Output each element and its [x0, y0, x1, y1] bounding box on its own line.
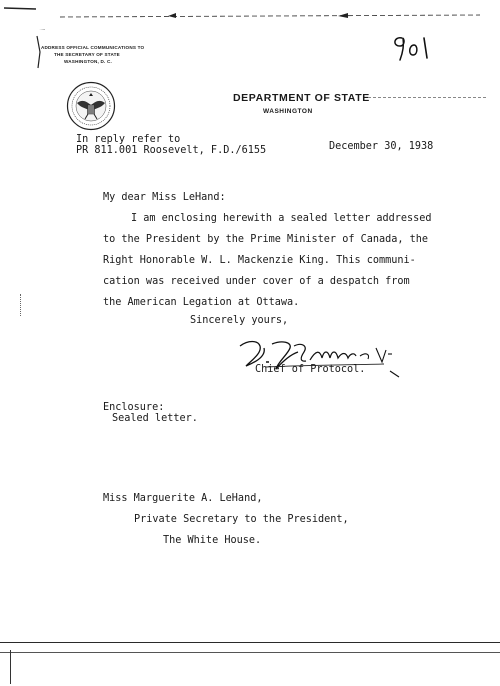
- handwritten-number: [388, 32, 438, 66]
- header-rule: [368, 97, 486, 98]
- state-seal-icon: [66, 81, 116, 131]
- body-line-1: I am enclosing herewith a sealed letter addressed: [131, 213, 432, 224]
- margin-mark-upper: [20, 294, 23, 316]
- address-line-1: ADDRESS OFFICIAL COMMUNICATIONS TO: [41, 45, 145, 50]
- enclosure-item: Sealed letter.: [112, 413, 198, 424]
- body-line-4: cation was received under cover of a despatch from: [103, 276, 410, 287]
- top-scan-marks: [0, 0, 500, 30]
- address-line-2: THE SECRETARY OF STATE: [54, 52, 120, 57]
- recipient-title: Private Secretary to the President,: [134, 514, 349, 525]
- recipient-name: Miss Marguerite A. LeHand,: [103, 493, 263, 504]
- salutation: My dear Miss LeHand:: [103, 192, 226, 203]
- bottom-rule-2: [0, 652, 500, 653]
- department-title: DEPARTMENT OF STATE: [233, 92, 370, 104]
- handwritten-number-drawing: [388, 32, 438, 66]
- department-city: WASHINGTON: [263, 108, 313, 115]
- closing: Sincerely yours,: [190, 315, 289, 326]
- pen-mark: [34, 34, 44, 70]
- margin-mark-lower: [10, 650, 11, 684]
- body-line-3: Right Honorable W. L. Mackenzie King. This communi-: [103, 255, 416, 266]
- reference-line-2: PR 811.001 Roosevelt, F.D./6155: [76, 145, 267, 156]
- recipient-place: The White House.: [163, 535, 262, 546]
- address-line-3: WASHINGTON, D. C.: [64, 59, 112, 64]
- reference-line-1: In reply refer to: [76, 134, 181, 145]
- signature-title: Chief of Protocol.: [255, 364, 366, 375]
- bottom-rule-1: [0, 642, 500, 643]
- letter-date: December 30, 1938: [329, 141, 434, 152]
- signature-tick-mark: [388, 364, 402, 374]
- enclosure-label: Enclosure:: [103, 402, 165, 413]
- body-line-2: to the President by the Prime Minister of Canada, the: [103, 234, 429, 245]
- body-line-5: the American Legation at Ottawa.: [103, 297, 300, 308]
